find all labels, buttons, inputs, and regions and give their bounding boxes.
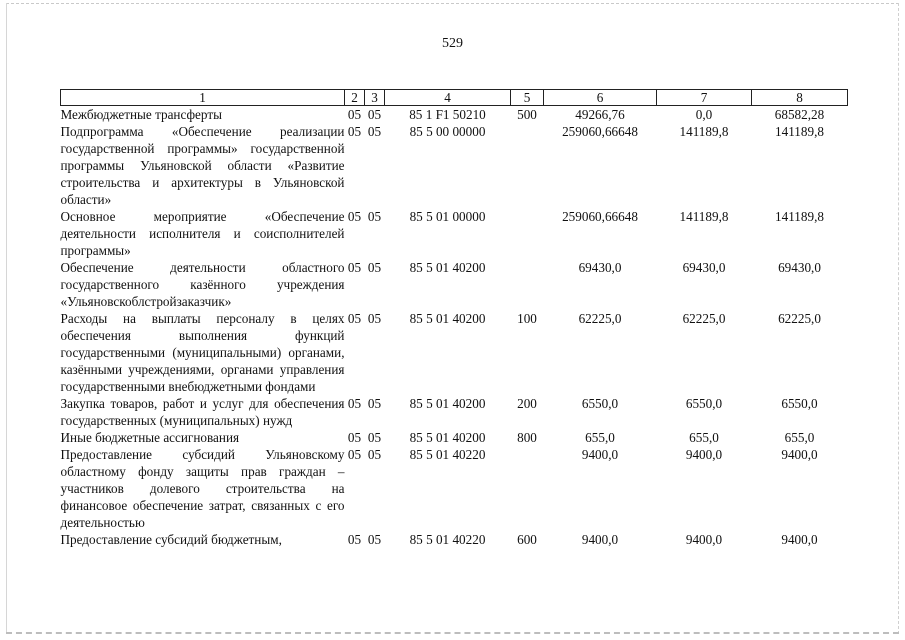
row-name: Расходы на выплаты персоналу в целях обеспечения выполнения функций государственными (муниципальными) органами, казёнными учреждениями, органами управления государственными внебюджетными фондами	[60, 311, 345, 394]
row-subsection: 05	[367, 209, 382, 224]
row-target-code: 85 5 01 40200	[409, 430, 486, 445]
header-cell: 1	[61, 90, 345, 106]
header-cell: 2	[345, 90, 365, 106]
row-subsection: 05	[367, 396, 382, 411]
row-value-col6: 259060,66648	[562, 209, 638, 224]
row-target-code: 85 5 01 40220	[409, 447, 486, 462]
row-target-code: 85 5 00 00000	[409, 124, 486, 139]
table-row	[61, 531, 848, 548]
row-value-col7: 9400,0	[685, 532, 723, 547]
row-target-code: 85 5 01 00000	[409, 209, 486, 224]
row-section: 05	[347, 209, 362, 224]
row-subsection: 05	[367, 447, 382, 462]
header-cell: 8	[752, 90, 848, 106]
row-expense-type: 800	[517, 430, 537, 445]
row-value-col7: 69430,0	[682, 260, 726, 275]
row-name: Предоставление субсидий бюджетным,	[60, 532, 282, 547]
row-subsection: 05	[367, 124, 382, 139]
row-value-col8: 69430,0	[778, 260, 821, 275]
header-cell: 3	[365, 90, 385, 106]
row-value-col8: 141189,8	[775, 124, 824, 139]
row-expense-type	[511, 123, 544, 208]
row-subsection: 05	[367, 430, 382, 445]
table-row	[61, 429, 848, 446]
table-row	[61, 208, 848, 259]
scan-border-bottom	[6, 632, 899, 634]
row-value-col8: 655,0	[784, 430, 815, 445]
row-subsection: 05	[367, 260, 382, 275]
row-value-col6: 62225,0	[578, 311, 622, 326]
row-name: Закупка товаров, работ и услуг для обеспечения государственных (муниципальных) нужд	[60, 396, 345, 428]
row-section: 05	[347, 107, 362, 122]
row-value-col6: 49266,76	[575, 107, 625, 122]
table-row	[61, 446, 848, 531]
budget-table	[60, 89, 848, 548]
row-expense-type: 100	[517, 311, 537, 326]
row-section: 05	[347, 430, 362, 445]
row-target-code: 85 5 01 40200	[409, 396, 486, 411]
row-expense-type	[511, 446, 544, 531]
row-value-col7: 141189,8	[679, 209, 729, 224]
row-target-code: 85 5 01 40220	[409, 532, 486, 547]
row-target-code: 85 5 01 40200	[409, 260, 486, 275]
table-row	[61, 106, 848, 124]
row-section: 05	[347, 396, 362, 411]
row-name: Иные бюджетные ассигнования	[60, 430, 240, 445]
row-subsection: 05	[367, 532, 382, 547]
row-target-code: 85 1 F1 50210	[409, 107, 486, 122]
row-value-col8: 9400,0	[781, 532, 818, 547]
row-value-col6: 655,0	[585, 430, 615, 445]
header-cell: 7	[657, 90, 752, 106]
row-target-code: 85 5 01 40200	[409, 311, 486, 326]
row-subsection: 05	[367, 107, 382, 122]
scan-border-top	[6, 3, 899, 4]
row-name: Предоставление субсидий Ульяновскому областному фонду защиты прав граждан – участников долевого строительства на финансовое обеспечение затрат, связанных с его деятельностью	[60, 447, 345, 530]
table-row	[61, 310, 848, 395]
row-section: 05	[347, 447, 362, 462]
row-expense-type: 600	[517, 532, 537, 547]
header-row	[61, 90, 848, 106]
row-expense-type	[511, 208, 544, 259]
table-row	[61, 395, 848, 429]
header-cell: 6	[544, 90, 657, 106]
scan-border-right	[898, 3, 899, 634]
row-value-col8: 68582,28	[774, 107, 825, 122]
row-section: 05	[347, 311, 362, 326]
row-value-col6: 6550,0	[581, 396, 619, 411]
row-value-col8: 9400,0	[781, 447, 818, 462]
row-expense-type	[511, 259, 544, 310]
row-value-col7: 141189,8	[679, 124, 729, 139]
row-name: Обеспечение деятельности областного государственного казённого учреждения «Ульяновскоблстройзаказчик»	[60, 260, 345, 309]
row-name: Межбюджетные трансферты	[60, 107, 222, 122]
row-value-col7: 0,0	[695, 107, 713, 122]
row-name: Подпрограмма «Обеспечение реализации государственной программы» государственной программы Ульяновской области «Развитие строительства и архитектуры в Ульяновской области»	[60, 124, 345, 207]
scan-border-left	[6, 3, 7, 634]
header-cell: 4	[385, 90, 511, 106]
row-section: 05	[347, 124, 362, 139]
row-value-col7: 6550,0	[685, 396, 723, 411]
row-value-col8: 141189,8	[775, 209, 824, 224]
header-cell: 5	[511, 90, 544, 106]
row-expense-type: 500	[517, 107, 537, 122]
row-value-col6: 9400,0	[581, 447, 619, 462]
row-value-col7: 655,0	[689, 430, 719, 445]
row-value-col6: 69430,0	[578, 260, 622, 275]
row-section: 05	[347, 260, 362, 275]
table-row	[61, 259, 848, 310]
row-value-col6: 9400,0	[581, 532, 619, 547]
row-expense-type: 200	[517, 396, 537, 411]
row-subsection: 05	[367, 311, 382, 326]
page-number: 529	[442, 36, 463, 51]
row-value-col8: 6550,0	[781, 396, 818, 411]
row-value-col6: 259060,66648	[562, 124, 638, 139]
row-section: 05	[347, 532, 362, 547]
row-value-col8: 62225,0	[778, 311, 821, 326]
row-value-col7: 62225,0	[682, 311, 726, 326]
table-row	[61, 123, 848, 208]
row-name: Основное мероприятие «Обеспечение деятельности исполнителя и соисполнителей программы»	[60, 209, 345, 258]
row-value-col7: 9400,0	[685, 447, 723, 462]
